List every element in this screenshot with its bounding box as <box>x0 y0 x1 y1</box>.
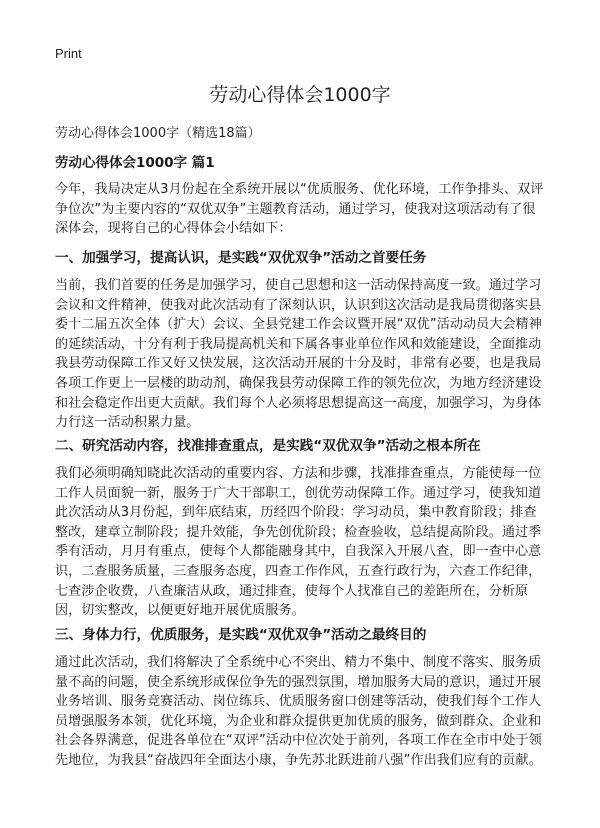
intro-paragraph: 今年，我局决定从3月份起在全系统开展以“优质服务、优化环境，工作争排头、双评争位次”为主要内容的“双优双争”主题教育活动，通过学习，使我对这项活动有了很深体会，现将自己的心得体会小结如下： <box>55 182 544 237</box>
section-3-heading: 三、身体力行，优质服务，是实践“双优双争”活动之最终目的 <box>55 627 427 643</box>
page-subtitle: 劳动心得体会1000字（精选18篇） <box>55 126 261 141</box>
print-link[interactable]: Print <box>55 46 82 61</box>
section-1-heading: 一、加强学习，提高认识，是实践“双优双争”活动之首要任务 <box>55 250 427 266</box>
section-2-body: 我们必须明确知晓此次活动的重要内容、方法和步骤，找准排查重点，方能使每一位工作人员面貌一新，服务于广大干部职工，创优劳动保障工作。通过学习，使我知道此次活动从3月份起，到年底结束，历经四个阶段：学习动员，集中教育阶段；排查整改，建章立制阶段；提升效能，争先创优阶段；检查验收，总结提高阶段。通过季季有活动，月月有重点，使每个人都能融身其中，自我深入开展八查，即一查中心意识，二查服务质量，三查服务态度，四查工作作风，五查行政行为，六查工作纪律，七查涉企收费，八查廉洁从政，通过排查，使每个人找准自己的差距所在，分析原因，切实整改，以便更好地开展优质服务。 <box>55 466 542 619</box>
page-title: 劳动心得体会1000字 <box>209 84 391 106</box>
section-3-body: 通过此次活动，我们将解决了全系统中心不突出、精力不集中、制度不落实、服务质量不高的问题，使全系统形成保位争先的强烈氛围，增加服务大局的意识，通过开展业务培训、服务竞赛活动、岗位练兵、优质服务窗口创建等活动，使我们每个工作人员增强服务本领，优化环境，为企业和群众提供更加优质的服务，做到群众、企业和社会各界满意，促进各单位在“双评”活动中位次处于前列，各项工作在全市中处于领先地位，为我县“奋战四年全面达小康，争先苏北跃进前八强”作出我们应有的贡献。 <box>55 655 542 768</box>
section-2-heading: 二、研究活动内容，找准排查重点，是实践“双优双争”活动之根本所在 <box>55 438 481 454</box>
article-title: 劳动心得体会1000字 篇1 <box>55 155 215 171</box>
section-1-body: 当前，我们首要的任务是加强学习，使自己思想和这一活动保持高度一致。通过学习会议和文件精神，使我对此次活动有了深刻认识，认识到这次活动是我局贯彻落实县委十二届五次全体（扩大）会议、全县党建工作会议暨开展“双优”活动动员大会精神的延续活动，十分有利于我局提高机关和下属各事业单位作风和效能建设，全面推动我县劳动保障工作又好又快发展，这次活动开展的十分及时，非常有必要，也是我局各项工作更上一层楼的助动剂，确保我县劳动保障工作的领先位次，为地方经济建设和社会稳定作出更大贡献。我们每个人必须将思想提高这一高度，加强学习，为身体力行这一活动积累力量。 <box>55 278 542 431</box>
